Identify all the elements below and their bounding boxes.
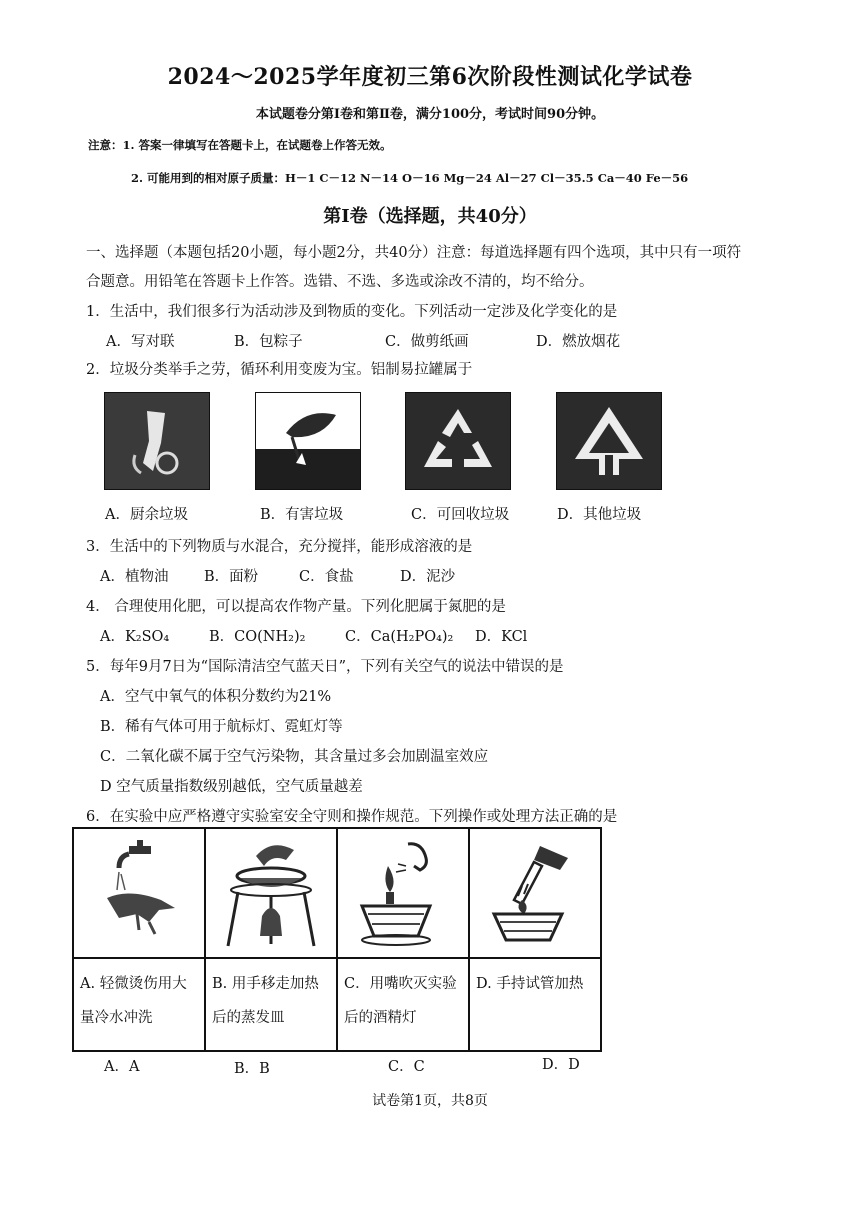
question-1-option-a: A．写对联 [106, 334, 175, 350]
question-1-option-c: C．做剪纸画 [385, 334, 469, 350]
question-4-option-c: C．Ca(H₂PO₄)₂ [345, 629, 454, 645]
question-1-option-b: B．包粽子 [234, 334, 303, 350]
question-3-option-d: D．泥沙 [400, 569, 456, 585]
question-5-option-c: C．二氧化碳不属于空气污染物，其含量过多会加剧温室效应 [100, 749, 489, 765]
option-d-caption-cell [469, 958, 601, 1051]
lab-operation-table [72, 827, 602, 1052]
question-4-option-b: B．CO(NH₂)₂ [209, 629, 306, 645]
kitchen-waste-icon [104, 392, 210, 490]
option-a-caption-cell [73, 958, 205, 1051]
question-4-option-d: D．KCl [475, 629, 528, 645]
option-b-caption: B. 用手移走加热后的蒸发皿 [212, 976, 319, 1026]
question-5-option-a: A．空气中氧气的体积分数约为21% [100, 689, 332, 705]
question-1-stem: 1．生活中，我们很多行为活动涉及到物质的变化。下列活动一定涉及化学变化的是 [86, 304, 618, 320]
question-6-answer-a: A．A [104, 1059, 140, 1075]
exam-title: 2024～2025学年度初三第6次阶段性测试化学试卷 [167, 64, 693, 90]
question-2-option-c: C．可回收垃圾 [411, 507, 510, 523]
section-title: 第Ⅰ卷（选择题，共40分） [323, 206, 537, 227]
question-3-option-b: B．面粉 [204, 569, 259, 585]
question-3-option-a: A．植物油 [100, 569, 169, 585]
instructions-line-2: 合题意。用铅笔在答题卡上作答。选错、不选、多选或涂改不清的，均不给分。 [86, 274, 594, 290]
question-6-answer-c: C．C [388, 1059, 425, 1075]
question-6-answer-b: B．B [234, 1061, 270, 1077]
question-1-option-d: D．燃放烟花 [536, 334, 621, 350]
question-3-stem: 3．生活中的下列物质与水混合，充分搅拌，能形成溶液的是 [86, 539, 473, 555]
hazardous-waste-icon [255, 392, 361, 490]
question-6-stem: 6．在实验中应严格遵守实验室安全守则和操作规范。下列操作或处理方法正确的是 [86, 809, 618, 825]
burn-cold-water-icon [89, 838, 189, 948]
question-2-option-d: D．其他垃圾 [557, 507, 642, 523]
question-2-option-a: A．厨余垃圾 [105, 507, 188, 523]
question-2-stem: 2．垃圾分类举手之劳，循环利用变废为宝。铝制易拉罐属于 [86, 362, 473, 378]
question-4-option-a: A．K₂SO₄ [100, 629, 170, 645]
exam-subtitle: 本试题卷分第Ⅰ卷和第Ⅱ卷，满分100分，考试时间90分钟。 [255, 107, 605, 122]
option-c-image-cell [337, 828, 469, 958]
evaporating-dish-icon [216, 836, 326, 951]
other-waste-icon [556, 392, 662, 490]
note-line-1: 注意：1. 答案一律填写在答题卡上，在试题卷上作答无效。 [88, 138, 392, 152]
option-c-caption-cell [337, 958, 469, 1051]
option-b-image-cell [205, 828, 337, 958]
alcohol-lamp-blow-icon [348, 836, 458, 951]
option-c-caption: C．用嘴吹灭实验后的酒精灯 [344, 976, 457, 1026]
question-5-option-d: D 空气质量指数级别越低，空气质量越差 [100, 779, 363, 795]
option-b-caption-cell [205, 958, 337, 1051]
recyclable-waste-icon [405, 392, 511, 490]
question-5-stem: 5．每年9月7日为“国际清洁空气蓝天日”，下列有关空气的说法中错误的是 [86, 659, 564, 675]
question-3-option-c: C．食盐 [299, 569, 354, 585]
question-6-answer-d: D．D [542, 1057, 580, 1073]
test-tube-heating-icon [480, 836, 590, 951]
option-d-image-cell [469, 828, 601, 958]
note-line-2: 2. 可能用到的相对原子质量：H－1 C－12 N－14 O－16 Mg－24 Al－27 Cl－35.5 Ca－40 Fe－56 [131, 171, 689, 185]
page-footer: 试卷第1页，共8页 [372, 1093, 488, 1109]
instructions-line-1: 一、选择题（本题包括20小题，每小题2分，共40分）注意：每道选择题有四个选项，其中只有一项符 [86, 245, 742, 261]
option-a-image-cell [73, 828, 205, 958]
option-a-caption: A. 轻微烫伤用大量冷水冲洗 [80, 976, 187, 1026]
question-2-option-b: B．有害垃圾 [260, 507, 344, 523]
question-5-option-b: B．稀有气体可用于航标灯、霓虹灯等 [100, 719, 343, 735]
question-4-stem: 4． 合理使用化肥，可以提高农作物产量。下列化肥属于氮肥的是 [86, 599, 506, 615]
option-d-caption: D. 手持试管加热 [476, 976, 584, 992]
